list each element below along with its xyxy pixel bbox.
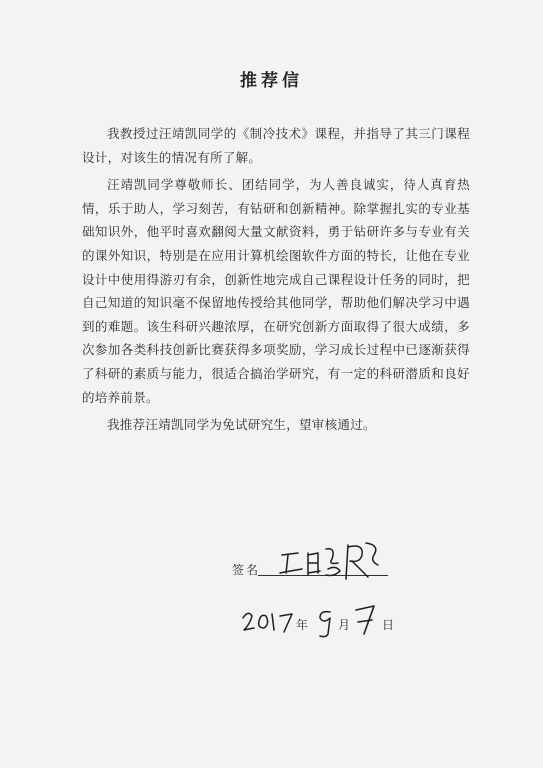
paragraph-intro: 我教授过汪靖凯同学的《制冷技术》课程，并指导了其三门课程设计，对该生的情况有所了解。 <box>82 126 470 165</box>
date-day-unit: 日 <box>382 618 395 632</box>
signature-label: 签名 <box>232 563 261 577</box>
handwritten-signature <box>278 539 388 583</box>
letter-body <box>82 122 470 441</box>
handwritten-year <box>240 600 296 640</box>
paragraph-evaluation: 汪靖凯同学尊敬师长、团结同学，为人善良诚实，待人真育热情，乐于助人，学习刻苦，有钻研和创新精神。除掌握扎实的专业基础知识外，他平时喜欢翻阅大量文献资料，勇于钻研许多与专业有关的课外知识，特别是在应用计算机绘图软件方面的特长，让他在专业设计中使用得游刃有余，创新性地完成自己课程设计任务的同时，把自己知道的知识毫不保留地传授给其他同学，帮助他们解决学习中遇到的难题。该生科研兴趣浓厚，在研究创新方面取得了很大成绩，多次参加各类科技创新比赛获得多项奖励，学习成长过程中已逐渐获得了科研的素质与能力，很适合搞治学研究，有一定的科研潜质和良好的培养前景。 <box>82 177 470 405</box>
paragraph-recommendation: 我推荐汪靖凯同学为免试研究生，望审核通过。 <box>107 417 376 433</box>
date-year-unit: 年 <box>296 618 309 632</box>
handwritten-month <box>312 600 338 640</box>
signature-block <box>232 555 392 585</box>
letter-title: 推荐信 <box>240 71 303 91</box>
handwritten-day <box>352 600 380 640</box>
date-block <box>240 600 410 650</box>
date-month-unit: 月 <box>338 618 351 632</box>
